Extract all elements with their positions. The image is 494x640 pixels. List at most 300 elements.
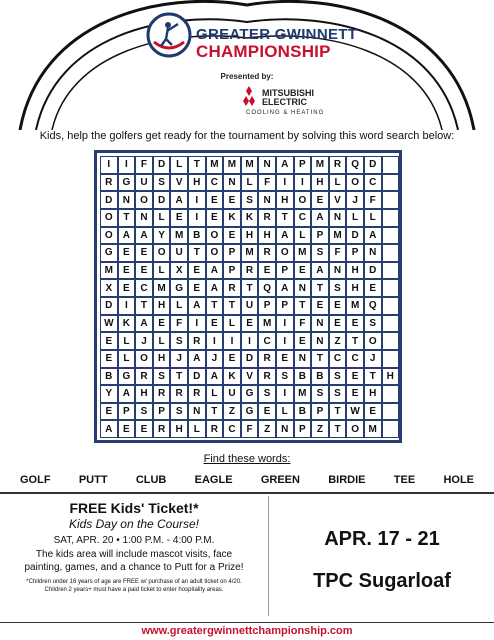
grid-cell: U: [135, 174, 153, 192]
grid-cell: A: [276, 156, 294, 174]
grid-cell: E: [223, 227, 241, 245]
grid-cell: N: [188, 403, 206, 421]
grid-cell: N: [258, 191, 276, 209]
grid-cell: S: [276, 368, 294, 386]
grid-cell: A: [206, 368, 224, 386]
grid-cell: K: [223, 368, 241, 386]
sponsor-name-line2: ELECTRIC: [262, 97, 307, 107]
grid-cell: R: [329, 156, 347, 174]
grid-cell: E: [206, 315, 224, 333]
word-item: BIRDIE: [328, 474, 366, 486]
grid-cell: Q: [346, 156, 364, 174]
grid-cell: [382, 350, 400, 368]
grid-cell: G: [241, 385, 259, 403]
grid-cell: [382, 315, 400, 333]
grid-cell: G: [118, 174, 136, 192]
grid-cell: P: [276, 262, 294, 280]
grid-cell: M: [241, 156, 259, 174]
grid-cell: I: [294, 174, 312, 192]
sponsor-logo: [236, 84, 356, 120]
grid-cell: A: [311, 209, 329, 227]
grid-cell: R: [170, 385, 188, 403]
grid-cell: O: [153, 244, 171, 262]
grid-cell: E: [241, 315, 259, 333]
grid-cell: K: [223, 209, 241, 227]
grid-cell: A: [118, 385, 136, 403]
grid-cell: C: [206, 174, 224, 192]
grid-cell: S: [153, 174, 171, 192]
grid-cell: K: [241, 209, 259, 227]
grid-cell: T: [118, 209, 136, 227]
grid-cell: I: [188, 191, 206, 209]
grid-cell: L: [118, 332, 136, 350]
grid-cell: H: [382, 368, 400, 386]
grid-cell: T: [188, 244, 206, 262]
sponsor-name-line1: MITSUBISHI: [262, 88, 315, 98]
grid-cell: [382, 191, 400, 209]
grid-cell: E: [258, 403, 276, 421]
grid-cell: T: [206, 403, 224, 421]
grid-cell: L: [276, 403, 294, 421]
grid-cell: R: [153, 385, 171, 403]
grid-cell: N: [118, 191, 136, 209]
grid-cell: E: [188, 262, 206, 280]
grid-cell: L: [329, 174, 347, 192]
grid-cell: U: [223, 385, 241, 403]
grid-cell: F: [294, 315, 312, 333]
grid-cell: E: [311, 297, 329, 315]
grid-cell: B: [294, 368, 312, 386]
grid-cell: E: [135, 420, 153, 438]
grid-cell: W: [346, 403, 364, 421]
grid-cell: L: [206, 385, 224, 403]
grid-cell: E: [364, 279, 382, 297]
grid-cell: I: [188, 209, 206, 227]
grid-cell: E: [364, 403, 382, 421]
grid-cell: M: [311, 156, 329, 174]
grid-cell: D: [153, 191, 171, 209]
grid-cell: S: [311, 385, 329, 403]
grid-cell: M: [223, 156, 241, 174]
grid-cell: O: [276, 244, 294, 262]
grid-cell: M: [364, 420, 382, 438]
grid-cell: A: [276, 227, 294, 245]
grid-cell: L: [294, 227, 312, 245]
grid-cell: A: [276, 279, 294, 297]
grid-cell: H: [188, 174, 206, 192]
grid-cell: C: [364, 174, 382, 192]
grid-cell: O: [294, 191, 312, 209]
grid-cell: D: [364, 262, 382, 280]
section-divider: [0, 492, 494, 494]
grid-cell: E: [135, 262, 153, 280]
grid-cell: L: [223, 315, 241, 333]
grid-cell: A: [170, 191, 188, 209]
grid-cell: [382, 297, 400, 315]
grid-cell: H: [170, 420, 188, 438]
word-search-cells: [100, 156, 399, 438]
grid-cell: E: [294, 332, 312, 350]
grid-cell: O: [135, 350, 153, 368]
grid-cell: R: [153, 420, 171, 438]
grid-cell: A: [206, 279, 224, 297]
promo-title: FREE Kids' Ticket!*: [69, 500, 199, 516]
grid-cell: E: [223, 350, 241, 368]
grid-cell: T: [223, 297, 241, 315]
grid-cell: I: [276, 174, 294, 192]
grid-cell: L: [170, 297, 188, 315]
grid-cell: E: [346, 368, 364, 386]
grid-cell: N: [311, 332, 329, 350]
grid-cell: E: [329, 315, 347, 333]
grid-cell: L: [364, 209, 382, 227]
grid-cell: F: [241, 420, 259, 438]
grid-cell: D: [188, 368, 206, 386]
grid-cell: I: [276, 385, 294, 403]
grid-cell: Y: [153, 227, 171, 245]
grid-cell: M: [153, 279, 171, 297]
grid-cell: O: [135, 191, 153, 209]
mitsubishi-diamonds-icon: [238, 86, 260, 106]
grid-cell: T: [311, 279, 329, 297]
grid-cell: Z: [223, 403, 241, 421]
grid-cell: O: [206, 244, 224, 262]
grid-cell: H: [153, 297, 171, 315]
grid-cell: H: [346, 262, 364, 280]
grid-cell: S: [241, 191, 259, 209]
logo-title-line1: GREATER GWINNETT: [196, 26, 358, 43]
grid-cell: J: [206, 350, 224, 368]
grid-cell: P: [258, 297, 276, 315]
word-item: CLUB: [135, 474, 167, 486]
grid-cell: B: [100, 368, 118, 386]
grid-cell: E: [135, 244, 153, 262]
grid-cell: S: [329, 368, 347, 386]
grid-cell: L: [153, 209, 171, 227]
grid-cell: D: [100, 191, 118, 209]
instructions-text: Kids, help the golfers get ready for the tournament by solving this word search below:: [39, 130, 455, 142]
grid-cell: P: [223, 262, 241, 280]
grid-cell: G: [118, 368, 136, 386]
grid-cell: E: [118, 262, 136, 280]
grid-cell: N: [329, 262, 347, 280]
grid-cell: [382, 227, 400, 245]
presented-by-label: Presented by:: [220, 72, 274, 81]
grid-cell: N: [311, 315, 329, 333]
grid-cell: G: [100, 244, 118, 262]
grid-cell: T: [364, 368, 382, 386]
grid-cell: S: [329, 385, 347, 403]
grid-cell: R: [100, 174, 118, 192]
grid-cell: O: [364, 332, 382, 350]
grid-cell: D: [364, 156, 382, 174]
word-search-grid: [94, 150, 402, 443]
grid-cell: B: [188, 227, 206, 245]
grid-cell: I: [241, 332, 259, 350]
grid-cell: [382, 279, 400, 297]
grid-cell: E: [100, 332, 118, 350]
grid-cell: N: [258, 156, 276, 174]
grid-cell: C: [135, 279, 153, 297]
grid-cell: I: [188, 315, 206, 333]
grid-cell: R: [258, 244, 276, 262]
grid-cell: A: [188, 297, 206, 315]
grid-cell: [382, 244, 400, 262]
grid-cell: T: [188, 156, 206, 174]
grid-cell: M: [294, 385, 312, 403]
grid-cell: M: [329, 227, 347, 245]
grid-cell: I: [206, 332, 224, 350]
grid-cell: H: [311, 174, 329, 192]
grid-cell: N: [276, 420, 294, 438]
grid-cell: A: [100, 420, 118, 438]
grid-cell: M: [206, 156, 224, 174]
grid-cell: E: [100, 403, 118, 421]
grid-cell: O: [346, 420, 364, 438]
grid-cell: Y: [100, 385, 118, 403]
grid-cell: P: [276, 297, 294, 315]
word-item: GREEN: [260, 474, 300, 486]
grid-cell: A: [311, 262, 329, 280]
grid-cell: E: [188, 279, 206, 297]
grid-cell: O: [100, 209, 118, 227]
grid-cell: C: [223, 420, 241, 438]
word-item: GOLF: [20, 474, 51, 486]
grid-cell: L: [170, 156, 188, 174]
grid-cell: R: [135, 368, 153, 386]
grid-cell: S: [311, 244, 329, 262]
promo-footnote: Children 2 years+ must have a paid ticket to enter hospitality areas.: [44, 587, 224, 593]
grid-cell: T: [135, 297, 153, 315]
grid-cell: E: [170, 209, 188, 227]
grid-cell: F: [258, 174, 276, 192]
grid-cell: Q: [364, 297, 382, 315]
grid-cell: E: [223, 191, 241, 209]
grid-cell: P: [311, 227, 329, 245]
grid-cell: F: [135, 156, 153, 174]
promo-panel: [0, 498, 268, 594]
promo-details: The kids area will include mascot visits, face painting, games, and a chance to Putt for a Prize!: [24, 549, 244, 573]
grid-cell: M: [346, 297, 364, 315]
grid-cell: E: [346, 385, 364, 403]
grid-cell: T: [311, 350, 329, 368]
find-words-label: Find these words:: [203, 453, 291, 465]
grid-cell: D: [346, 227, 364, 245]
grid-cell: P: [223, 244, 241, 262]
grid-cell: N: [294, 350, 312, 368]
grid-cell: N: [294, 279, 312, 297]
grid-cell: L: [153, 332, 171, 350]
grid-cell: R: [258, 368, 276, 386]
grid-cell: P: [346, 244, 364, 262]
grid-cell: U: [170, 244, 188, 262]
grid-cell: N: [135, 209, 153, 227]
grid-cell: E: [346, 315, 364, 333]
grid-cell: S: [329, 279, 347, 297]
grid-cell: L: [118, 350, 136, 368]
grid-cell: M: [170, 227, 188, 245]
grid-cell: M: [241, 244, 259, 262]
grid-cell: E: [294, 262, 312, 280]
grid-cell: P: [311, 403, 329, 421]
grid-cell: P: [118, 403, 136, 421]
grid-cell: E: [118, 244, 136, 262]
grid-cell: I: [276, 332, 294, 350]
grid-cell: S: [135, 403, 153, 421]
grid-cell: A: [188, 350, 206, 368]
grid-cell: T: [276, 209, 294, 227]
grid-cell: F: [329, 244, 347, 262]
grid-cell: T: [329, 403, 347, 421]
grid-cell: H: [364, 385, 382, 403]
word-item: PUTT: [78, 474, 108, 486]
promo-subtitle: Kids Day on the Course!: [68, 517, 200, 531]
grid-cell: P: [294, 420, 312, 438]
grid-cell: T: [241, 279, 259, 297]
grid-cell: B: [294, 403, 312, 421]
grid-cell: E: [100, 350, 118, 368]
grid-cell: [382, 209, 400, 227]
grid-cell: H: [135, 385, 153, 403]
grid-cell: C: [294, 209, 312, 227]
grid-cell: F: [364, 191, 382, 209]
grid-cell: S: [364, 315, 382, 333]
grid-cell: J: [346, 191, 364, 209]
grid-cell: Z: [329, 332, 347, 350]
grid-cell: A: [135, 227, 153, 245]
grid-cell: T: [206, 297, 224, 315]
grid-cell: V: [170, 174, 188, 192]
promo-footnote: *Children under 16 years of age are FREE w/ purchase of an adult ticket on 4/20.: [26, 579, 242, 585]
grid-cell: E: [206, 191, 224, 209]
grid-cell: V: [329, 191, 347, 209]
grid-cell: A: [364, 227, 382, 245]
grid-cell: N: [223, 174, 241, 192]
grid-cell: L: [346, 209, 364, 227]
grid-cell: L: [153, 262, 171, 280]
grid-cell: M: [294, 244, 312, 262]
grid-cell: I: [100, 156, 118, 174]
logo-title-line2: CHAMPIONSHIP: [196, 42, 331, 61]
grid-cell: I: [223, 332, 241, 350]
grid-cell: S: [170, 403, 188, 421]
grid-cell: M: [258, 315, 276, 333]
grid-cell: J: [364, 350, 382, 368]
grid-cell: L: [188, 420, 206, 438]
grid-cell: T: [329, 420, 347, 438]
grid-cell: T: [346, 332, 364, 350]
grid-cell: [382, 332, 400, 350]
grid-cell: R: [258, 350, 276, 368]
grid-cell: J: [170, 350, 188, 368]
grid-cell: C: [329, 350, 347, 368]
grid-cell: Z: [311, 420, 329, 438]
grid-cell: C: [258, 332, 276, 350]
footer-divider: [0, 622, 494, 623]
grid-cell: R: [188, 332, 206, 350]
grid-cell: [382, 156, 400, 174]
grid-cell: H: [153, 350, 171, 368]
website-link[interactable]: www.greatergwinnettchampionship.com: [141, 625, 353, 637]
grid-cell: E: [118, 279, 136, 297]
column-divider: [268, 496, 269, 616]
grid-cell: N: [364, 244, 382, 262]
grid-cell: S: [153, 368, 171, 386]
event-dates: APR. 17 - 21: [324, 528, 440, 550]
grid-cell: O: [206, 227, 224, 245]
grid-cell: Q: [258, 279, 276, 297]
grid-cell: D: [153, 156, 171, 174]
grid-cell: S: [258, 385, 276, 403]
grid-cell: W: [100, 315, 118, 333]
word-item: HOLE: [443, 474, 474, 486]
grid-cell: [382, 385, 400, 403]
grid-cell: E: [311, 191, 329, 209]
grid-cell: N: [329, 209, 347, 227]
grid-cell: F: [170, 315, 188, 333]
grid-cell: J: [135, 332, 153, 350]
grid-cell: T: [294, 297, 312, 315]
grid-cell: E: [276, 350, 294, 368]
grid-cell: X: [170, 262, 188, 280]
sponsor-tagline: COOLING & HEATING: [246, 110, 325, 116]
grid-cell: P: [294, 156, 312, 174]
grid-cell: M: [100, 262, 118, 280]
grid-cell: H: [241, 227, 259, 245]
grid-cell: A: [135, 315, 153, 333]
grid-cell: T: [170, 368, 188, 386]
grid-cell: [382, 262, 400, 280]
grid-cell: L: [241, 174, 259, 192]
grid-cell: K: [118, 315, 136, 333]
grid-cell: [382, 174, 400, 192]
grid-cell: H: [276, 191, 294, 209]
golfer-logo-icon: [146, 12, 192, 58]
grid-cell: G: [241, 403, 259, 421]
word-item: TEE: [393, 474, 416, 486]
grid-cell: D: [100, 297, 118, 315]
grid-cell: U: [241, 297, 259, 315]
grid-cell: H: [258, 227, 276, 245]
grid-cell: O: [100, 227, 118, 245]
grid-cell: I: [118, 156, 136, 174]
grid-cell: E: [206, 209, 224, 227]
grid-cell: E: [258, 262, 276, 280]
grid-cell: R: [188, 385, 206, 403]
grid-cell: G: [170, 279, 188, 297]
grid-cell: Z: [258, 420, 276, 438]
grid-cell: A: [118, 227, 136, 245]
event-venue: TPC Sugarloaf: [313, 570, 451, 592]
grid-cell: R: [241, 262, 259, 280]
grid-cell: R: [206, 420, 224, 438]
grid-cell: D: [241, 350, 259, 368]
word-item: EAGLE: [194, 474, 233, 486]
grid-cell: I: [276, 315, 294, 333]
grid-cell: E: [118, 420, 136, 438]
grid-cell: P: [153, 403, 171, 421]
grid-cell: O: [346, 174, 364, 192]
word-list: [20, 474, 474, 486]
grid-cell: B: [311, 368, 329, 386]
grid-cell: V: [241, 368, 259, 386]
grid-cell: C: [346, 350, 364, 368]
grid-cell: [382, 403, 400, 421]
grid-cell: E: [153, 315, 171, 333]
grid-cell: A: [206, 262, 224, 280]
grid-cell: S: [170, 332, 188, 350]
grid-cell: H: [346, 279, 364, 297]
